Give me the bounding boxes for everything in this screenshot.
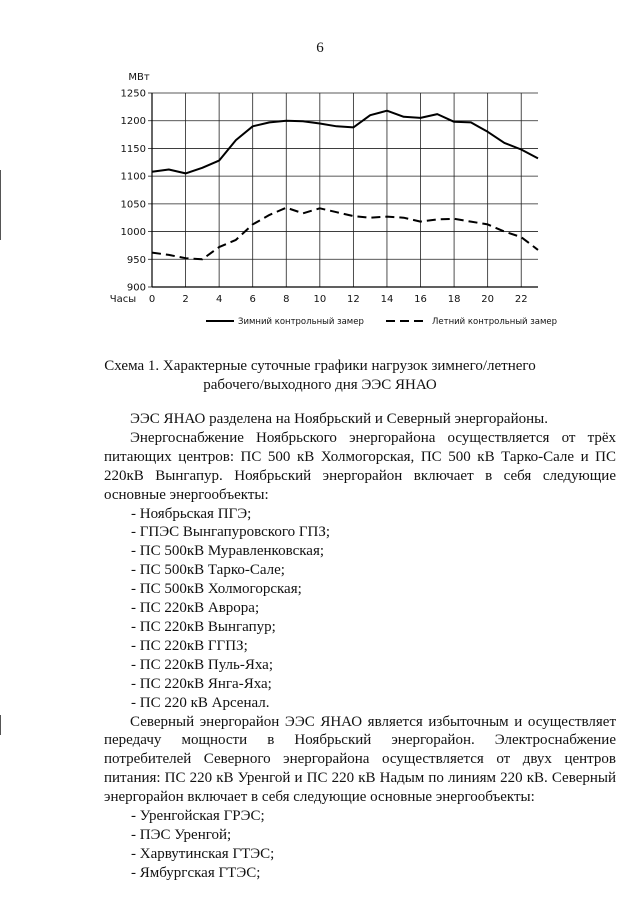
list-item: - ПС 220кВ Вынгапур; [131,618,276,635]
scan-edge-mark [0,715,1,735]
x-tick-label: 14 [380,294,394,305]
x-tick-label: 12 [347,294,360,305]
legend-label: Зимний контрольный замер [238,317,364,327]
y-axis-label: МВт [128,72,150,83]
paragraph-2: Энергоснабжение Ноябрьского энергорайона осуществляется от трёх питающих центров: ПС 500 кВ Холмогорская, ПС 500 кВ Тарко-Сале и ПС 220кВ Вынгапур. Ноябрьский энергорайон включает в себя следующие основные энергообъекты: [104,429,616,503]
list-north [104,807,616,883]
list-item: - ПС 220кВ Аврора; [131,600,260,617]
x-tick-label: 16 [414,294,427,305]
x-tick-label: 2 [182,294,189,305]
legend-label: Летний контрольный замер [432,317,558,327]
list-item: - ПС 220кВ ГГПЗ; [131,637,248,654]
paragraph-1: ЭЭС ЯНАО разделена на Ноябрьский и Северный энергорайоны. [130,411,548,427]
paragraph-3: Северный энергорайон ЭЭС ЯНАО является избыточным и осуществляет передачу мощности в Ноябрьский энергорайон. Электроснабжение потребителей Северного энергорайона осуществляется от двух центров питания: ПС 220 кВ Уренгой и ПС 220 кВ Надым по линиям 220 кВ. Северный энергорайон включает в себя следующие основные энергообъекты: [104,713,616,806]
figure-caption [0,357,640,395]
list-item: - ГПЭС Вынгапуровского ГПЗ; [131,524,331,541]
y-tick-label: 950 [126,254,146,266]
list-item: - ПС 500кВ Холмогорская; [131,581,302,598]
y-tick-label: 1000 [120,227,146,239]
scan-edge-mark [0,170,1,240]
y-tick-label: 1200 [120,116,146,128]
y-tick-label: 1050 [120,199,146,211]
body-text [104,410,616,883]
x-tick-label: 0 [148,294,156,305]
series-winter-line [152,111,538,174]
list-item: - ПЭС Уренгой; [131,826,232,843]
list-item: - Уренгойская ГРЭС; [131,808,265,825]
list-item: - Харвутинская ГТЭС; [131,845,275,862]
x-axis-label: Часы [109,294,137,305]
caption-line-2: рабочего/выходного дня ЭЭС ЯНАО [203,377,437,393]
y-tick-label: 900 [126,282,146,294]
x-tick-label: 18 [447,294,461,305]
list-item: - Ноябрьская ПГЭ; [131,505,252,522]
y-tick-label: 1250 [120,88,146,100]
x-tick-label: 8 [283,294,290,305]
series-summer-line [152,208,538,260]
y-tick-label: 1150 [120,143,146,155]
x-tick-label: 20 [481,294,495,305]
caption-line-1: Схема 1. Характерные суточные графики нагрузок зимнего/летнего [104,358,536,374]
load-chart [0,0,640,340]
x-tick-label: 4 [215,294,223,305]
list-item: - ПС 500кВ Муравленковская; [131,543,325,560]
list-item: - ПС 500кВ Тарко-Сале; [131,562,285,579]
list-item: - ПС 220кВ Янга-Яха; [131,675,272,692]
x-tick-label: 22 [514,294,528,305]
y-tick-label: 1100 [120,171,146,183]
list-noyabrsk [104,505,616,713]
list-item: - ПС 220 кВ Арсенал. [131,694,270,711]
x-tick-label: 10 [313,294,327,305]
list-item: - Ямбургская ГТЭС; [131,864,261,881]
page-number: 6 [316,40,324,56]
list-item: - ПС 220кВ Пуль-Яха; [131,656,274,673]
x-tick-label: 6 [249,294,256,305]
